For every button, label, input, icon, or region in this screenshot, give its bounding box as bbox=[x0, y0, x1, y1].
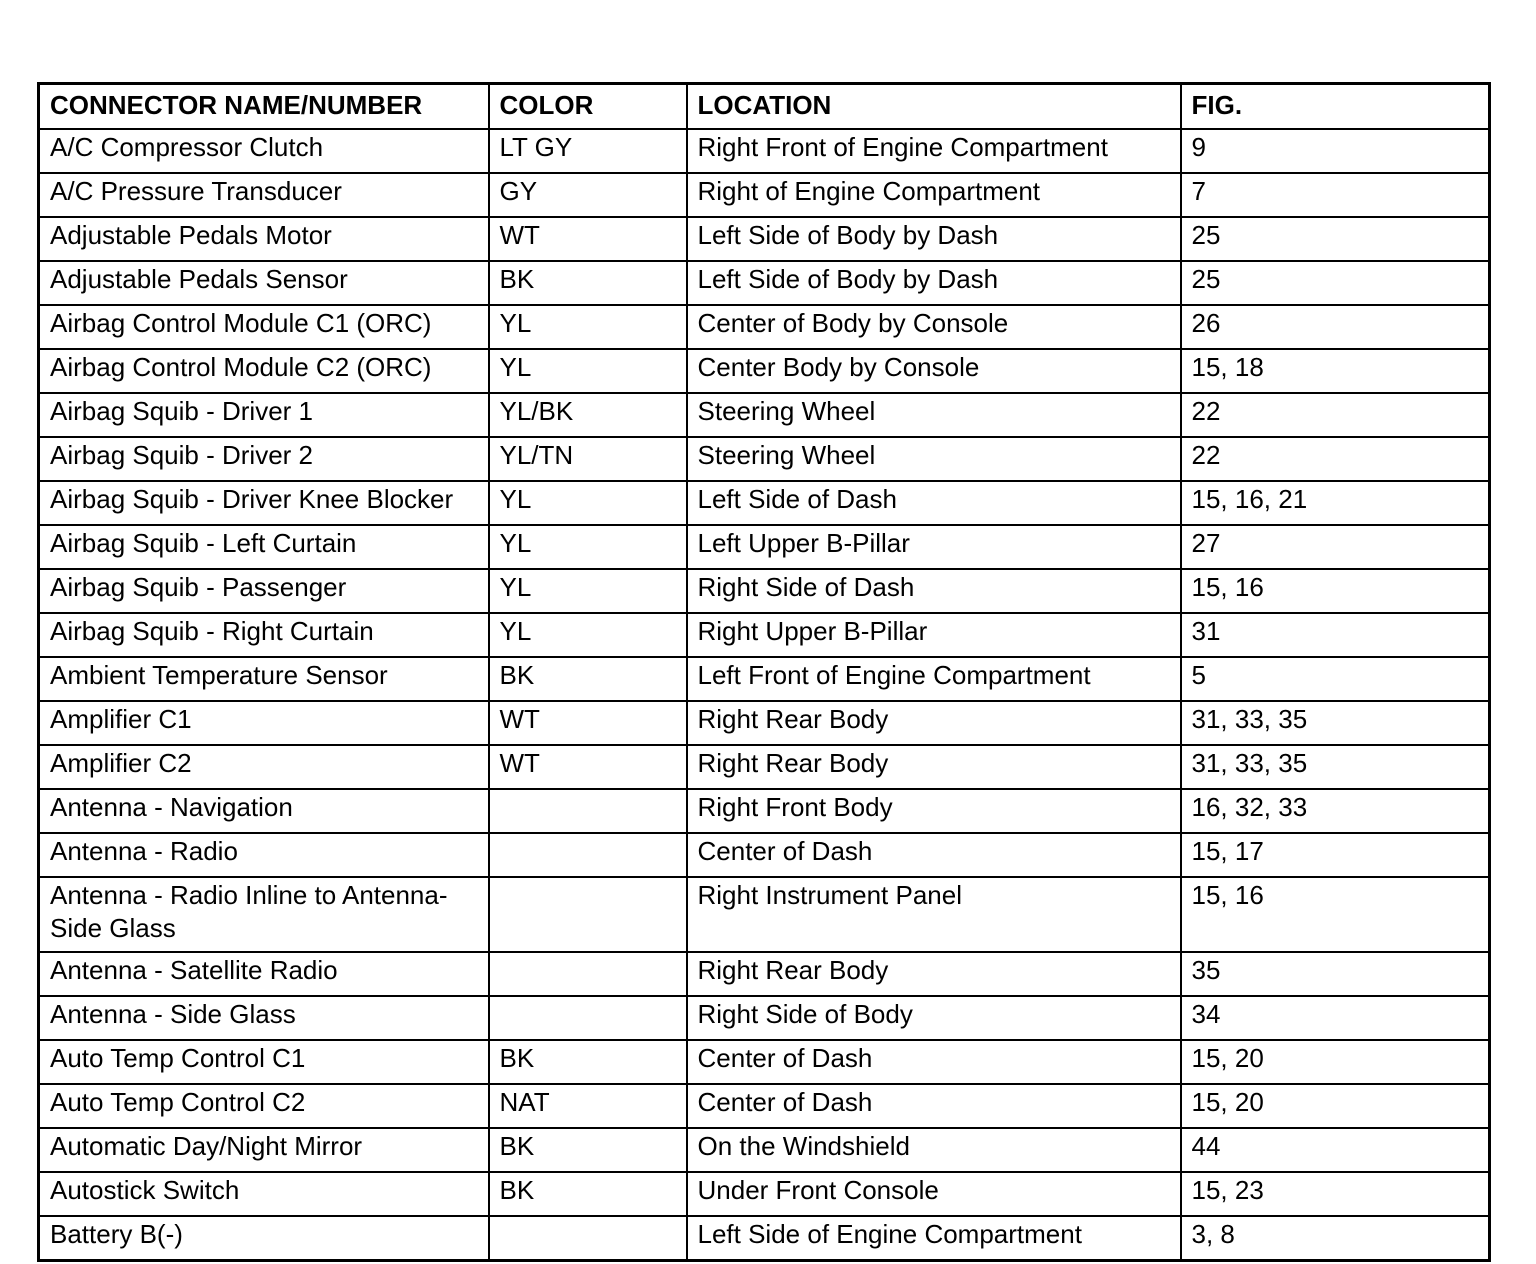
table-row bbox=[39, 833, 1490, 877]
connector-name-cell: A/C Pressure Transducer bbox=[39, 173, 489, 217]
table-row bbox=[39, 261, 1490, 305]
location-cell: Right of Engine Compartment bbox=[687, 173, 1181, 217]
connector-name-cell: Airbag Squib - Driver 2 bbox=[39, 437, 489, 481]
header-connector: CONNECTOR NAME/NUMBER bbox=[39, 84, 489, 130]
connector-name-cell: Autostick Switch bbox=[39, 1172, 489, 1216]
table-row bbox=[39, 877, 1490, 952]
fig-cell: 26 bbox=[1181, 305, 1490, 349]
connector-name-cell: Antenna - Satellite Radio bbox=[39, 952, 489, 996]
fig-cell: 15, 20 bbox=[1181, 1040, 1490, 1084]
connector-name-cell: Automatic Day/Night Mirror bbox=[39, 1128, 489, 1172]
connector-name-cell: Airbag Squib - Left Curtain bbox=[39, 525, 489, 569]
connector-name-cell: Airbag Squib - Driver 1 bbox=[39, 393, 489, 437]
fig-cell: 15, 17 bbox=[1181, 833, 1490, 877]
color-cell bbox=[489, 1216, 687, 1261]
color-cell bbox=[489, 877, 687, 952]
location-cell: Steering Wheel bbox=[687, 393, 1181, 437]
table-row bbox=[39, 789, 1490, 833]
location-cell: Right Front of Engine Compartment bbox=[687, 129, 1181, 173]
fig-cell: 44 bbox=[1181, 1128, 1490, 1172]
table-row bbox=[39, 173, 1490, 217]
color-cell: YL bbox=[489, 481, 687, 525]
location-cell: Center Body by Console bbox=[687, 349, 1181, 393]
color-cell bbox=[489, 789, 687, 833]
fig-cell: 9 bbox=[1181, 129, 1490, 173]
fig-cell: 35 bbox=[1181, 952, 1490, 996]
location-cell: Right Side of Body bbox=[687, 996, 1181, 1040]
table-row bbox=[39, 1040, 1490, 1084]
color-cell: BK bbox=[489, 261, 687, 305]
connector-name-cell: Amplifier C2 bbox=[39, 745, 489, 789]
table-row bbox=[39, 745, 1490, 789]
fig-cell: 15, 16, 21 bbox=[1181, 481, 1490, 525]
color-cell: YL bbox=[489, 569, 687, 613]
fig-cell: 34 bbox=[1181, 996, 1490, 1040]
fig-cell: 31, 33, 35 bbox=[1181, 701, 1490, 745]
header-color: COLOR bbox=[489, 84, 687, 130]
header-row bbox=[39, 84, 1490, 130]
location-cell: Under Front Console bbox=[687, 1172, 1181, 1216]
color-cell: WT bbox=[489, 701, 687, 745]
connector-name-cell: Adjustable Pedals Motor bbox=[39, 217, 489, 261]
table-body bbox=[39, 129, 1490, 1261]
table-row bbox=[39, 613, 1490, 657]
table-row bbox=[39, 952, 1490, 996]
color-cell: YL bbox=[489, 613, 687, 657]
connector-name-cell: Antenna - Side Glass bbox=[39, 996, 489, 1040]
location-cell: Right Upper B-Pillar bbox=[687, 613, 1181, 657]
connector-name-cell: Auto Temp Control C1 bbox=[39, 1040, 489, 1084]
connector-name-cell: Auto Temp Control C2 bbox=[39, 1084, 489, 1128]
fig-cell: 16, 32, 33 bbox=[1181, 789, 1490, 833]
color-cell: YL/BK bbox=[489, 393, 687, 437]
color-cell: BK bbox=[489, 657, 687, 701]
connector-name-cell: Airbag Control Module C2 (ORC) bbox=[39, 349, 489, 393]
fig-cell: 22 bbox=[1181, 393, 1490, 437]
location-cell: Left Side of Dash bbox=[687, 481, 1181, 525]
connector-name-cell: A/C Compressor Clutch bbox=[39, 129, 489, 173]
color-cell: LT GY bbox=[489, 129, 687, 173]
connector-name-cell: Airbag Squib - Driver Knee Blocker bbox=[39, 481, 489, 525]
table-row bbox=[39, 217, 1490, 261]
fig-cell: 3, 8 bbox=[1181, 1216, 1490, 1261]
fig-cell: 22 bbox=[1181, 437, 1490, 481]
location-cell: Left Side of Body by Dash bbox=[687, 261, 1181, 305]
connector-name-cell: Antenna - Navigation bbox=[39, 789, 489, 833]
table-row bbox=[39, 1084, 1490, 1128]
location-cell: Right Rear Body bbox=[687, 952, 1181, 996]
connector-name-cell: Ambient Temperature Sensor bbox=[39, 657, 489, 701]
color-cell: NAT bbox=[489, 1084, 687, 1128]
location-cell: Right Side of Dash bbox=[687, 569, 1181, 613]
table-row bbox=[39, 393, 1490, 437]
color-cell: BK bbox=[489, 1040, 687, 1084]
color-cell: BK bbox=[489, 1128, 687, 1172]
table-row bbox=[39, 525, 1490, 569]
table-row bbox=[39, 129, 1490, 173]
fig-cell: 31, 33, 35 bbox=[1181, 745, 1490, 789]
location-cell: Left Side of Body by Dash bbox=[687, 217, 1181, 261]
location-cell: Center of Dash bbox=[687, 1040, 1181, 1084]
location-cell: Left Front of Engine Compartment bbox=[687, 657, 1181, 701]
color-cell bbox=[489, 996, 687, 1040]
color-cell: GY bbox=[489, 173, 687, 217]
fig-cell: 27 bbox=[1181, 525, 1490, 569]
table-row bbox=[39, 437, 1490, 481]
table-row bbox=[39, 569, 1490, 613]
color-cell bbox=[489, 952, 687, 996]
connector-name-cell: Airbag Squib - Passenger bbox=[39, 569, 489, 613]
connector-name-cell: Airbag Control Module C1 (ORC) bbox=[39, 305, 489, 349]
table-row bbox=[39, 701, 1490, 745]
table-row bbox=[39, 1216, 1490, 1261]
color-cell bbox=[489, 833, 687, 877]
fig-cell: 15, 23 bbox=[1181, 1172, 1490, 1216]
color-cell: YL bbox=[489, 525, 687, 569]
fig-cell: 15, 16 bbox=[1181, 877, 1490, 952]
location-cell: Center of Dash bbox=[687, 1084, 1181, 1128]
fig-cell: 15, 18 bbox=[1181, 349, 1490, 393]
color-cell: WT bbox=[489, 745, 687, 789]
fig-cell: 25 bbox=[1181, 261, 1490, 305]
header-location: LOCATION bbox=[687, 84, 1181, 130]
fig-cell: 5 bbox=[1181, 657, 1490, 701]
table-row bbox=[39, 1172, 1490, 1216]
location-cell: Center of Dash bbox=[687, 833, 1181, 877]
location-cell: Left Side of Engine Compartment bbox=[687, 1216, 1181, 1261]
fig-cell: 25 bbox=[1181, 217, 1490, 261]
fig-cell: 15, 16 bbox=[1181, 569, 1490, 613]
fig-cell: 15, 20 bbox=[1181, 1084, 1490, 1128]
location-cell: Left Upper B-Pillar bbox=[687, 525, 1181, 569]
fig-cell: 31 bbox=[1181, 613, 1490, 657]
connector-name-cell: Battery B(-) bbox=[39, 1216, 489, 1261]
table-row bbox=[39, 481, 1490, 525]
color-cell: BK bbox=[489, 1172, 687, 1216]
location-cell: Center of Body by Console bbox=[687, 305, 1181, 349]
color-cell: YL bbox=[489, 349, 687, 393]
location-cell: Right Rear Body bbox=[687, 701, 1181, 745]
location-cell: Right Front Body bbox=[687, 789, 1181, 833]
location-cell: Right Rear Body bbox=[687, 745, 1181, 789]
color-cell: YL bbox=[489, 305, 687, 349]
connector-name-cell: Adjustable Pedals Sensor bbox=[39, 261, 489, 305]
connector-name-cell: Amplifier C1 bbox=[39, 701, 489, 745]
connector-name-cell: Antenna - Radio Inline to Antenna-Side Glass bbox=[39, 877, 489, 952]
table-row bbox=[39, 996, 1490, 1040]
table-row bbox=[39, 305, 1490, 349]
location-cell: On the Windshield bbox=[687, 1128, 1181, 1172]
color-cell: WT bbox=[489, 217, 687, 261]
location-cell: Steering Wheel bbox=[687, 437, 1181, 481]
location-cell: Right Instrument Panel bbox=[687, 877, 1181, 952]
header-fig: FIG. bbox=[1181, 84, 1490, 130]
color-cell: YL/TN bbox=[489, 437, 687, 481]
connector-table bbox=[37, 82, 1491, 1262]
connector-name-cell: Antenna - Radio bbox=[39, 833, 489, 877]
table-row bbox=[39, 349, 1490, 393]
table-row bbox=[39, 657, 1490, 701]
connector-name-cell: Airbag Squib - Right Curtain bbox=[39, 613, 489, 657]
table-row bbox=[39, 1128, 1490, 1172]
fig-cell: 7 bbox=[1181, 173, 1490, 217]
